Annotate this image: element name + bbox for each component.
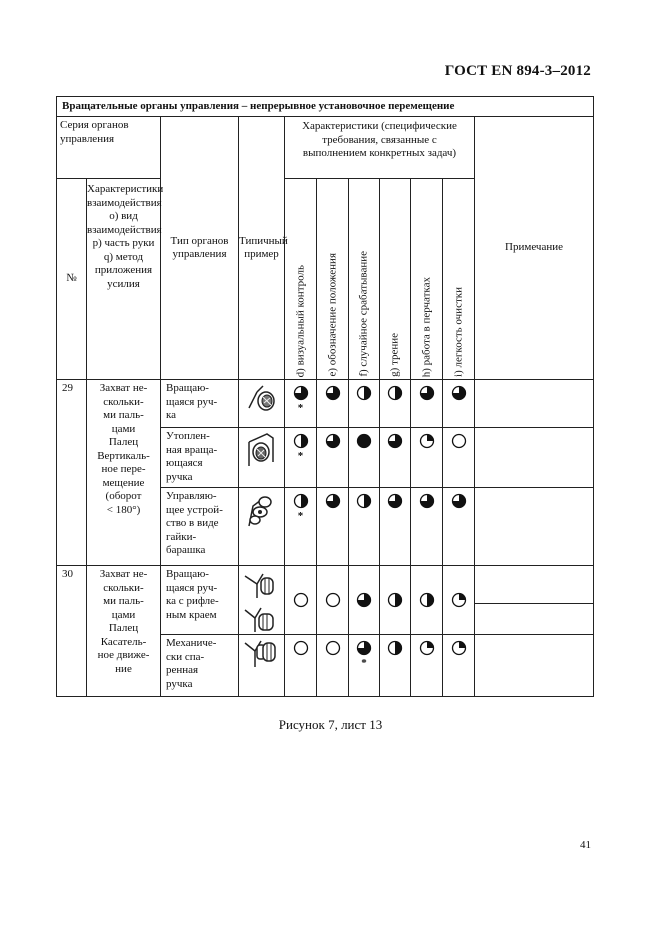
text-line: Захват не- <box>99 382 148 394</box>
text-line: скольки- <box>103 581 144 594</box>
star-mark-icon: * <box>297 510 304 522</box>
text-line: Механиче- <box>166 637 217 649</box>
figure-caption: Рисунок 7, лист 13 <box>278 717 383 732</box>
rating-cell <box>349 380 380 428</box>
rating-cell <box>317 488 349 566</box>
rating-cell <box>380 635 411 697</box>
rating-cell <box>285 635 317 697</box>
rating-circle-icon <box>387 493 403 509</box>
text-line: Палец <box>108 436 139 448</box>
rating-cell <box>411 428 443 488</box>
rating-circle-icon <box>293 592 309 608</box>
example-cell <box>239 428 285 488</box>
star-mark-icon: * <box>297 402 304 414</box>
coupled-knob-icon <box>241 639 283 673</box>
rating-circle-icon <box>451 640 467 656</box>
header-col-label: g) трение <box>388 333 401 377</box>
text-line: ски спа- <box>166 650 205 663</box>
text-line: ным краем <box>166 608 217 621</box>
rating-cell <box>317 428 349 488</box>
header-col-cleaning <box>443 179 475 380</box>
note-cell <box>475 488 594 566</box>
header-col-position-marking <box>317 179 349 380</box>
text-line: < 180°) <box>106 503 141 516</box>
rating-cell <box>349 428 380 488</box>
header-number: № <box>57 179 87 380</box>
controls-table <box>56 96 594 697</box>
rating-circle-icon <box>451 433 467 449</box>
control-type <box>161 566 239 635</box>
note-divider <box>475 566 593 604</box>
text-line: Вращаю- <box>166 568 209 580</box>
group-interaction <box>87 380 161 566</box>
text-line: Палец <box>108 622 139 634</box>
header-interaction: Характеристики взаимодействия о) вид взаимодействия р) часть руки q) метод приложения усилия <box>87 179 161 380</box>
text-line: Утоплен- <box>166 430 210 442</box>
text-line: Вращаю- <box>166 382 209 394</box>
document-code: ГОСТ EN 894-3–2012 <box>444 63 591 79</box>
rating-circle-icon <box>419 493 435 509</box>
rating-cell <box>380 566 411 635</box>
rating-cell <box>443 380 475 428</box>
rating-cell <box>317 566 349 635</box>
rating-cell <box>349 488 380 566</box>
rating-cell <box>285 488 317 566</box>
rotary-knob-icon <box>243 384 281 418</box>
table-title: Вращательные органы управления – непрерывное установочное перемещение <box>57 97 594 117</box>
header-col-label: i) легкость очистки <box>451 287 464 377</box>
text-line: ное движе- <box>97 649 150 661</box>
text-line: Захват не- <box>99 568 148 580</box>
rating-circle-icon <box>419 640 435 656</box>
rating-cell <box>443 635 475 697</box>
rating-circle-icon <box>325 640 341 656</box>
rating-circle-icon <box>387 385 403 401</box>
rating-circle-icon <box>387 640 403 656</box>
header-note: Примечание <box>475 117 594 380</box>
header-col-accidental-actuation <box>349 179 380 380</box>
note-cell <box>475 380 594 428</box>
note-cell <box>475 428 594 488</box>
text-line: ка <box>166 409 177 421</box>
text-line: ренная <box>166 664 199 676</box>
text-line: Вертикаль- <box>97 449 150 462</box>
rating-cell <box>443 488 475 566</box>
text-line: щее устрой- <box>166 503 223 516</box>
rating-circle-icon <box>451 493 467 509</box>
text-line: ручка <box>166 677 193 690</box>
rating-cell <box>411 566 443 635</box>
rating-cell <box>443 428 475 488</box>
text-line: ство в виде <box>166 517 219 529</box>
text-line: ное пере- <box>101 463 146 475</box>
rating-circle-icon <box>387 592 403 608</box>
text-line: ми паль- <box>103 595 144 607</box>
rating-circle-icon <box>325 592 341 608</box>
header-control-type: Тип органов управления <box>161 117 239 380</box>
group-number: 30 <box>57 566 87 697</box>
text-line: ми паль- <box>103 409 144 421</box>
rating-circle-icon <box>293 640 309 656</box>
text-line: ручка <box>166 470 193 483</box>
text-line: цами <box>111 422 136 435</box>
control-type <box>161 635 239 697</box>
rating-cell <box>411 380 443 428</box>
text-line: щаяся руч- <box>166 581 218 594</box>
rating-circle-icon <box>451 592 467 608</box>
rating-circle-icon <box>325 385 341 401</box>
text-line: ющаяся <box>166 457 203 469</box>
knurled-knob-icon <box>241 570 283 634</box>
rating-cell <box>285 380 317 428</box>
rating-cell <box>317 635 349 697</box>
rating-cell <box>285 566 317 635</box>
rating-cell <box>349 566 380 635</box>
text-line: (оборот <box>105 490 142 502</box>
header-col-label: h) работа в перчатках <box>419 276 432 377</box>
text-line: скольки- <box>103 395 144 408</box>
page-number: 41 <box>580 839 591 851</box>
header-characteristics-group: Характеристики (специфические требования, связанные с выполнением конкретных задач) <box>285 117 475 179</box>
control-type <box>161 380 239 428</box>
text-line: щаяся руч- <box>166 395 218 408</box>
text-line: ка с рифле- <box>166 595 219 607</box>
example-cell <box>239 380 285 428</box>
rating-cell <box>443 566 475 635</box>
rating-cell <box>317 380 349 428</box>
rating-circle-icon <box>451 385 467 401</box>
header-series: Серия органов управления <box>57 117 161 179</box>
rating-circle-icon <box>325 493 341 509</box>
rating-circle-icon <box>356 592 372 608</box>
text-line: гайки- <box>166 530 197 543</box>
rating-circle-icon <box>356 433 372 449</box>
rating-circle-icon <box>325 433 341 449</box>
header-col-gloves <box>411 179 443 380</box>
rating-cell <box>411 488 443 566</box>
wing-nut-icon <box>243 492 281 530</box>
group-number: 29 <box>57 380 87 566</box>
example-cell <box>239 488 285 566</box>
rating-circle-icon <box>356 493 372 509</box>
header-col-label: e) обозначение положения <box>325 253 338 377</box>
rating-circle-icon <box>419 592 435 608</box>
rating-cell <box>380 380 411 428</box>
rating-cell <box>411 635 443 697</box>
rating-circle-icon <box>356 385 372 401</box>
recessed-knob-icon <box>243 432 281 472</box>
rating-circle-icon <box>293 385 309 401</box>
header-col-label: d) визуальный контроль <box>293 264 306 377</box>
note-cell <box>475 566 594 635</box>
header-example: Типичный пример <box>239 117 285 380</box>
group-interaction <box>87 566 161 697</box>
example-cell <box>239 566 285 635</box>
control-type <box>161 428 239 488</box>
rating-cell <box>349 635 380 697</box>
text-line: Управляю- <box>166 490 217 502</box>
header-col-label: f) случайное срабатывание <box>357 251 370 377</box>
rating-circle-icon <box>356 640 372 656</box>
rating-circle-icon <box>419 433 435 449</box>
rating-cell <box>380 428 411 488</box>
example-cell <box>239 635 285 697</box>
control-type <box>161 488 239 566</box>
text-line: Касатель- <box>100 635 147 648</box>
header-col-visual-control <box>285 179 317 380</box>
rating-circle-icon <box>293 433 309 449</box>
note-cell <box>475 635 594 697</box>
text-line: мещение <box>102 476 145 489</box>
rating-circle-icon <box>387 433 403 449</box>
rating-cell <box>380 488 411 566</box>
star-mark-icon: * <box>297 450 304 462</box>
text-line: ние <box>115 662 132 675</box>
rating-circle-icon <box>293 493 309 509</box>
star-mark-icon: * <box>361 657 367 669</box>
text-line: ная враща- <box>166 443 218 456</box>
text-line: барашка <box>166 544 206 556</box>
text-line: цами <box>111 608 136 621</box>
rating-circle-icon <box>419 385 435 401</box>
header-col-friction <box>380 179 411 380</box>
rating-cell <box>285 428 317 488</box>
